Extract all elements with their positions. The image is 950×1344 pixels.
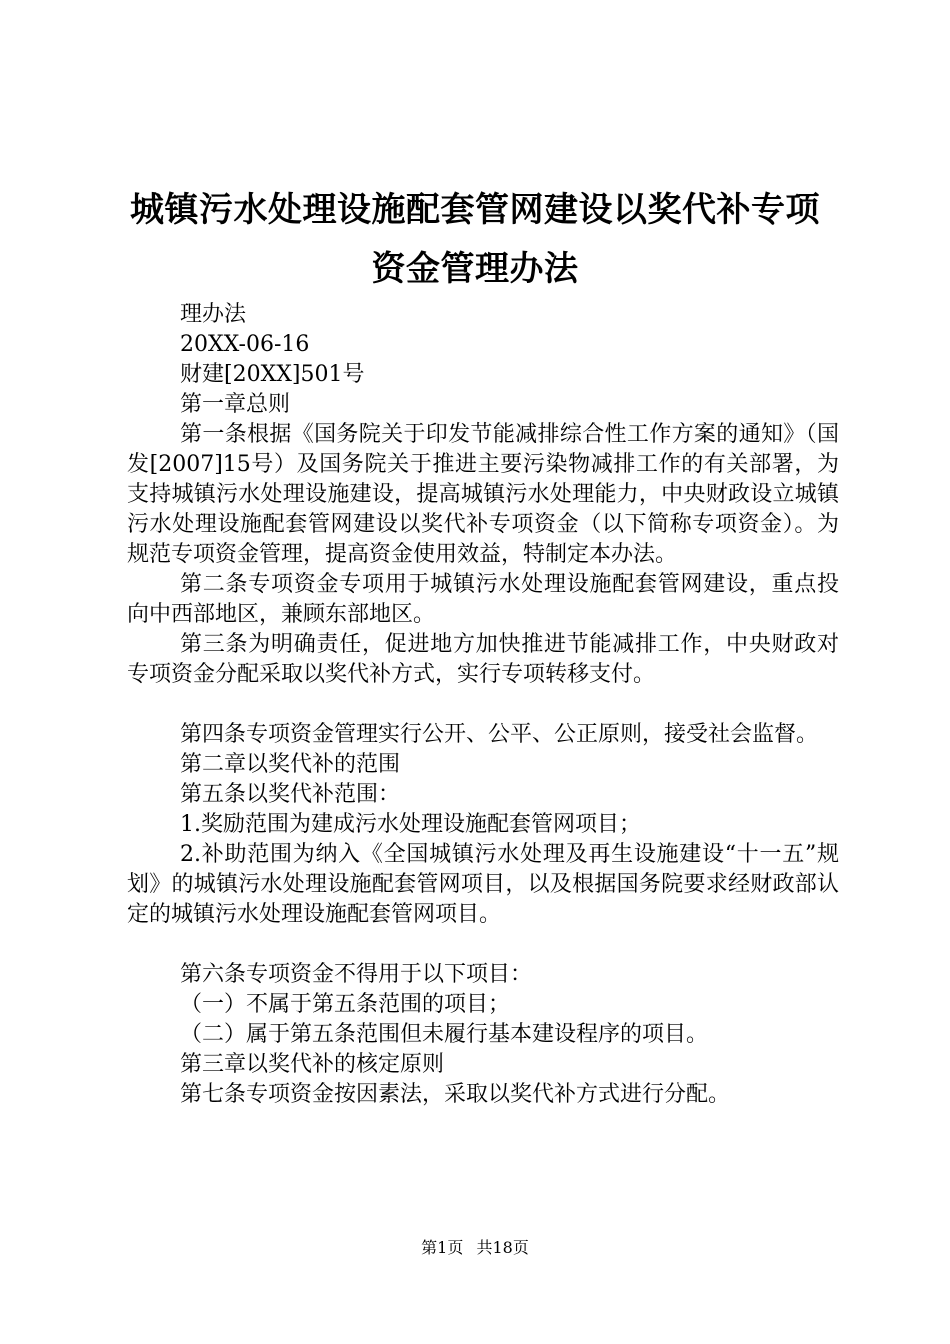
article-1: 第一条根据《国务院关于印发节能减排综合性工作方案的通知》（国发[2007]15号）及国务院关于推进主要污染物减排工作的有关部署，为支持城镇污水处理设施建设，提高城镇污水处理能力，中央财政设立城镇污水处理设施配套管网建设以奖代补专项资金（以下简称专项资金）。为规范专项资金管理，提高资金使用效益，特制定本办法。 xyxy=(127,422,839,567)
article-4: 第四条专项资金管理实行公开、公平、公正原则，接受社会监督。 xyxy=(180,722,819,747)
document-title-line-1: 城镇污水处理设施配套管网建设以奖代补专项 xyxy=(130,190,820,230)
paragraph-subtitle: 理办法 xyxy=(180,302,247,327)
page-total: 共18页 xyxy=(476,1238,529,1257)
paragraph-doc-number: 财建[20XX]501号 xyxy=(180,362,365,387)
page-number: 第1页 xyxy=(421,1238,464,1257)
chapter-heading-1: 第一章总则 xyxy=(180,392,291,417)
article-6: 第六条专项资金不得用于以下项目： xyxy=(180,962,533,987)
article-7: 第七条专项资金按因素法，采取以奖代补方式进行分配。 xyxy=(180,1082,731,1107)
article-2: 第二条专项资金专项用于城镇污水处理设施配套管网建设，重点投向中西部地区，兼顾东部地区。 xyxy=(127,572,839,627)
page-footer xyxy=(0,1240,950,1256)
document-title-line-2: 资金管理办法 xyxy=(371,249,579,289)
article-5: 第五条以奖代补范围： xyxy=(180,782,401,807)
article-6-item-1: （一）不属于第五条范围的项目； xyxy=(180,992,511,1017)
chapter-heading-2: 第二章以奖代补的范围 xyxy=(180,752,401,777)
article-3: 第三条为明确责任，促进地方加快推进节能减排工作，中央财政对专项资金分配采取以奖代补方式，实行专项转移支付。 xyxy=(127,632,839,687)
chapter-heading-3: 第三章以奖代补的核定原则 xyxy=(180,1052,445,1077)
article-6-item-2: （二）属于第五条范围但未履行基本建设程序的项目。 xyxy=(180,1022,709,1047)
article-5-item-2: 2.补助范围为纳入《全国城镇污水处理及再生设施建设“十一五”规划》的城镇污水处理设施配套管网项目，以及根据国务院要求经财政部认定的城镇污水处理设施配套管网项目。 xyxy=(127,842,839,927)
paragraph-date: 20XX-06-16 xyxy=(180,332,310,357)
article-5-item-1: 1.奖励范围为建成污水处理设施配套管网项目； xyxy=(180,812,641,837)
document-body xyxy=(127,300,839,1110)
